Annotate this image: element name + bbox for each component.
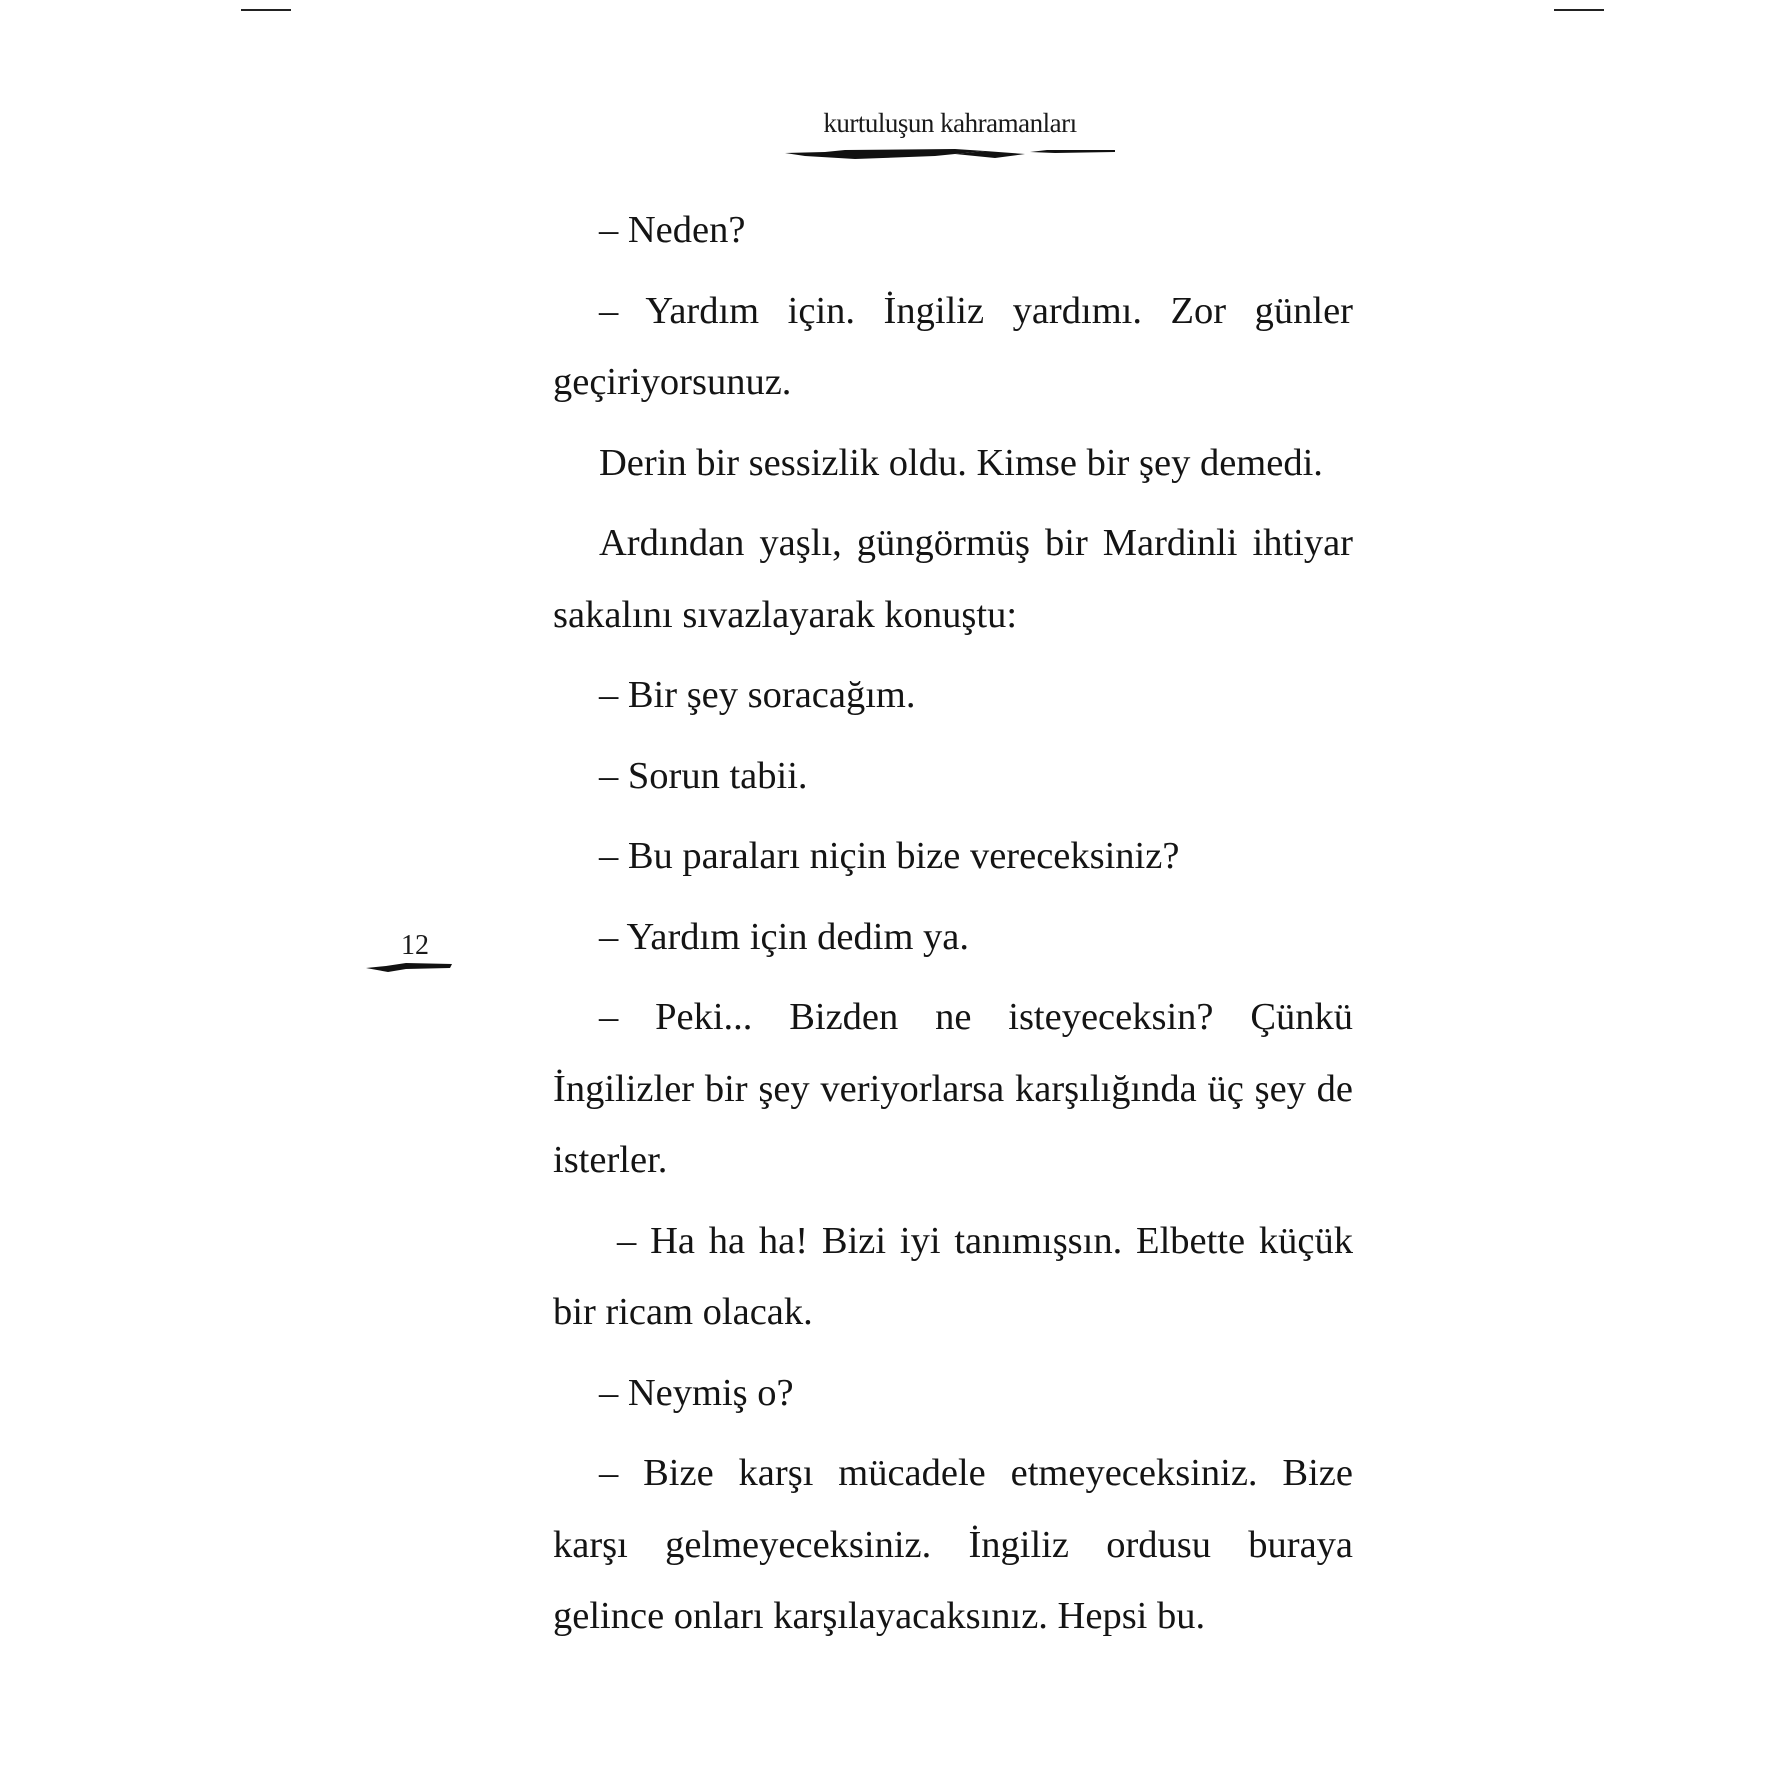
page-number: 12 xyxy=(401,930,429,961)
body-text xyxy=(553,195,1353,1662)
paragraph: – Bize karşı mücadele etmeyeceksiniz. Bize karşı gelmeyeceksiniz. İngiliz ordusu buraya gelince onları karşılayacaksınız. Hepsi bu. xyxy=(553,1452,1353,1637)
paragraph: Derin bir sessizlik oldu. Kimse bir şey demedi. xyxy=(599,441,1323,484)
running-head: kurtuluşun kahramanları xyxy=(823,108,1077,138)
paragraph: Ardından yaşlı, güngörmüş bir Mardinli ihtiyar sakalını sıvazlayarak konuştu: xyxy=(553,522,1353,636)
paragraph: – Sorun tabii. xyxy=(599,754,808,797)
paragraph: – Bir şey soracağım. xyxy=(599,674,916,716)
paragraph: – Yardım için. İngiliz yardımı. Zor günler geçiriyorsunuz. xyxy=(553,289,1353,403)
paragraph: – Ha ha ha! Bizi iyi tanımışsın. Elbette küçük bir ricam olacak. xyxy=(553,1219,1353,1333)
paragraph: – Yardım için dedim ya. xyxy=(599,915,969,958)
header-brush-ornament xyxy=(785,148,1115,164)
paragraph: – Bu paraları niçin bize vereceksiniz? xyxy=(599,835,1180,877)
paragraph: – Neymiş o? xyxy=(599,1371,794,1414)
crop-mark-right xyxy=(1554,9,1604,11)
page-number-brush-ornament xyxy=(366,962,452,974)
paragraph: – Neden? xyxy=(599,209,746,251)
paragraph: – Peki... Bizden ne isteyeceksin? Çünkü İngilizler bir şey veriyorlarsa karşılığında üç şey de isterler. xyxy=(553,996,1353,1181)
crop-mark-left xyxy=(241,9,291,11)
